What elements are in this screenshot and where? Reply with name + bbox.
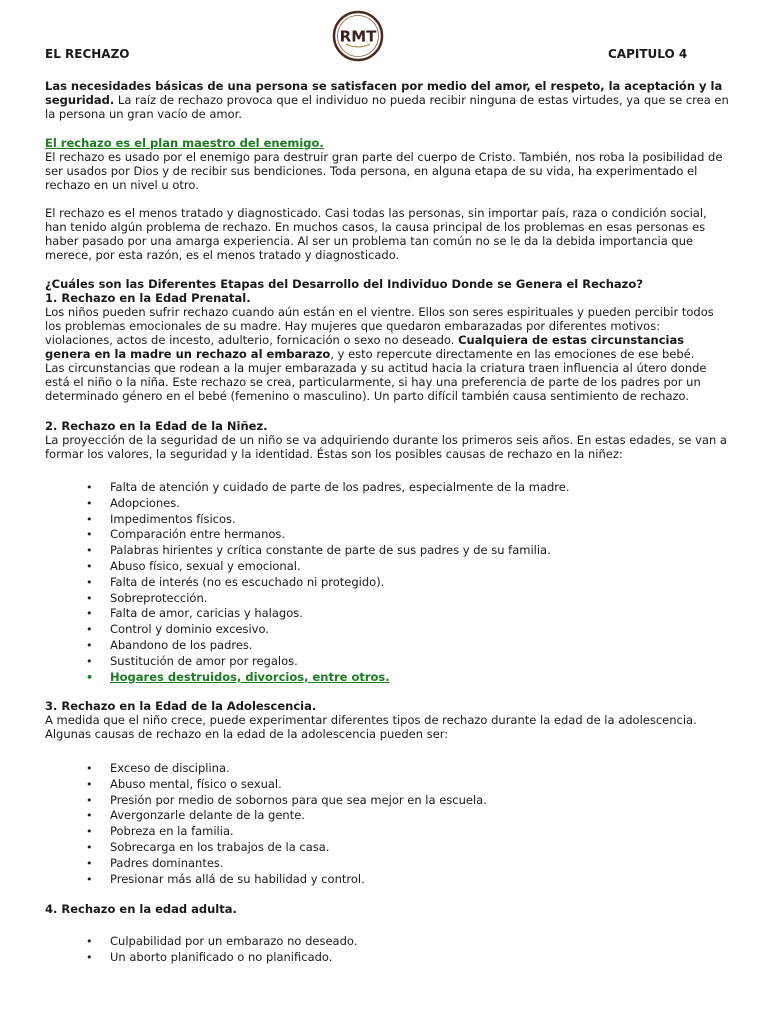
prenatal-paragraph: Los niños pueden sufrir rechazo cuando aún están en el vientre. Ellos son seres espirituales y pueden percibir todos los problemas emocionales de su madre. Hay mujeres que quedaron embarazadas por diferentes motivos: violaciones, actos de incesto, adulterio, fornicación o sexo no deseado. Cualquiera de estas circunstancias genera en la madre un rechazo al embarazo, y esto repercute directamente en las emociones de ese bebé.: [45, 305, 714, 361]
rmt-logo: [332, 10, 384, 62]
enemy-paragraph-2: El rechazo es el menos tratado y diagnosticado. Casi todas las personas, sin importar país, raza o condición social, han tenido algún problema de rechazo. En muchos casos, la causa principal de los problemas en esas personas es haber pasado por una amarga experiencia. Al ser un problema tan común no se le da la debida importancia que merece, por esta razón, es el menos tratado y diagnosticado.: [45, 206, 707, 262]
list-item: • Avergonzarle delante de la gente.: [86, 808, 726, 824]
list-item: • Adopciones.: [86, 496, 726, 512]
list-item: • Impedimentos físicos.: [86, 512, 726, 528]
adult-heading: 4. Rechazo en la edad adulta.: [45, 902, 237, 916]
list-item: • Abandono de los padres.: [86, 638, 726, 654]
list-item: • Falta de amor, caricias y halagos.: [86, 606, 726, 622]
list-item: • Un aborto planificado o no planificado.: [86, 950, 726, 966]
list-item: • Presionar más allá de su habilidad y control.: [86, 872, 726, 888]
stages-question: ¿Cuáles son las Diferentes Etapas del Desarrollo del Individuo Donde se Genera el Rechazo?: [45, 277, 643, 291]
list-item: • Comparación entre hermanos.: [86, 527, 726, 543]
list-item: • Pobreza en la familia.: [86, 824, 726, 840]
list-item: • Presión por medio de sobornos para que sea mejor en la escuela.: [86, 793, 726, 809]
intro-paragraph: Las necesidades básicas de una persona se satisfacen por medio del amor, el respeto, la aceptación y la seguridad. La raíz de rechazo provoca que el individuo no pueda recibir ninguna de estas virtudes, ya que se crea en la persona un gran vacío de amor.: [45, 79, 729, 121]
adolescence-heading: 3. Rechazo en la Edad de la Adolescencia.: [45, 699, 317, 713]
adult-causes-list: [86, 934, 726, 966]
list-item: • Exceso de disciplina.: [86, 761, 726, 777]
list-item: • Control y dominio excesivo.: [86, 622, 726, 638]
enemy-paragraph-1: El rechazo es usado por el enemigo para destruir gran parte del cuerpo de Cristo. También, nos roba la posibilidad de ser usados por Dios y de recibir sus bendiciones. Toda persona, en alguna etapa de su vida, ha experimentado el rechazo en un nivel u otro.: [45, 150, 723, 192]
list-item-link[interactable]: • Hogares destruidos, divorcios, entre otros.: [86, 670, 726, 686]
list-item: • Abuso físico, sexual y emocional.: [86, 559, 726, 575]
list-item: • Padres dominantes.: [86, 856, 726, 872]
list-item: • Sustitución de amor por regalos.: [86, 654, 726, 670]
childhood-heading: 2. Rechazo en la Edad de la Niñez.: [45, 419, 268, 433]
list-item: • Falta de interés (no es escuchado ni protegido).: [86, 575, 726, 591]
list-item: • Abuso mental, físico o sexual.: [86, 777, 726, 793]
prenatal-heading: 1. Rechazo en la Edad Prenatal.: [45, 291, 251, 305]
list-item: • Sobreprotección.: [86, 591, 726, 607]
list-item: • Palabras hirientes y crítica constante de parte de sus padres y de su familia.: [86, 543, 726, 559]
prenatal-paragraph-2: Las circunstancias que rodean a la mujer embarazada y su actitud hacia la criatura traen influencia al útero donde está el niño o la niña. Este rechazo se crea, particularmente, si hay una preferencia de parte de los padres por un determinado género en el bebé (femenino o masculino). Un parto difícil también causa sentimiento de rechazo.: [45, 361, 707, 403]
adolescence-paragraph: A medida que el niño crece, puede experimentar diferentes tipos de rechazo durante la edad de la adolescencia. Algunas causas de rechazo en la edad de la adolescencia pueden ser:: [45, 713, 697, 741]
chapter-number: CAPITULO 4: [608, 47, 688, 61]
childhood-paragraph: La proyección de la seguridad de un niño se va adquiriendo durante los primeros seis años. En estas edades, se van a formar los valores, la seguridad y la identidad. Éstas son los posibles causas de rechazo en la niñez:: [45, 433, 727, 461]
childhood-causes-list: [86, 480, 726, 685]
adolescence-causes-list: [86, 761, 726, 887]
enemy-heading[interactable]: El rechazo es el plan maestro del enemigo.: [45, 136, 324, 150]
list-item: • Culpabilidad por un embarazo no deseado.: [86, 934, 726, 950]
list-item: • Falta de atención y cuidado de parte de los padres, especialmente de la madre.: [86, 480, 726, 496]
chapter-title: EL RECHAZO: [45, 47, 130, 61]
list-item: • Sobrecarga en los trabajos de la casa.: [86, 840, 726, 856]
logo-lettering: RMT: [339, 27, 377, 46]
